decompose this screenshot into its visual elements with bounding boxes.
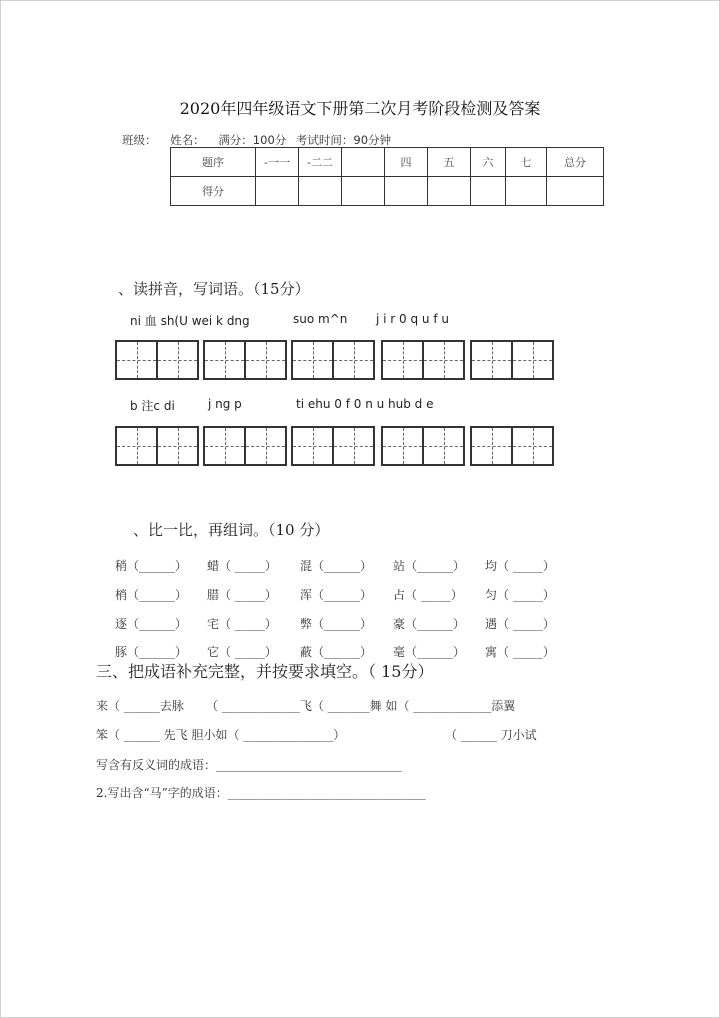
score-table-score-row <box>171 177 604 206</box>
word-blank[interactable]: 混（______） <box>300 559 373 573</box>
word-blank[interactable]: 梢（______） <box>115 588 188 602</box>
table-cell <box>342 148 385 177</box>
writing-grid[interactable] <box>291 426 375 466</box>
pinyin-item: j i r 0 q u f u <box>376 312 449 326</box>
table-cell: 六 <box>471 148 506 177</box>
word-blank[interactable]: 寓（ _____） <box>485 645 555 659</box>
word-blank[interactable]: 匀（ _____） <box>485 588 555 602</box>
writing-grid[interactable] <box>470 340 554 380</box>
question-horse[interactable]: 2.写出含“马”字的成语：_________________________________ <box>96 786 426 800</box>
score-input-cell[interactable] <box>342 177 385 206</box>
pinyin-item: suo m^n <box>293 312 348 326</box>
word-blank[interactable]: 弊（______） <box>300 617 373 631</box>
section3-heading: 三、把成语补充完整，并按要求填空。（ 15分） <box>96 659 433 682</box>
score-input-cell[interactable] <box>471 177 506 206</box>
table-cell: -一一 <box>256 148 299 177</box>
word-blank[interactable]: 均（ _____） <box>485 559 555 573</box>
word-blank[interactable]: 逐（______） <box>115 617 188 631</box>
table-cell: 总分 <box>547 148 604 177</box>
table-cell: 得分 <box>171 177 256 206</box>
writing-grid[interactable] <box>115 340 199 380</box>
score-input-cell[interactable] <box>506 177 547 206</box>
score-input-cell[interactable] <box>547 177 604 206</box>
pinyin-item: j ng p <box>208 397 242 411</box>
word-blank[interactable]: 豪（______） <box>393 617 466 631</box>
word-blank[interactable]: 遇（ _____） <box>485 617 555 631</box>
writing-grid[interactable] <box>381 340 465 380</box>
word-blank[interactable]: 占（ _____） <box>393 588 463 602</box>
question-antonym[interactable]: 写含有反义词的成语：_______________________________ <box>96 758 403 772</box>
table-cell: 四 <box>385 148 428 177</box>
section1-heading: 、读拼音，写词语。（15分） <box>118 280 310 298</box>
exam-time-label: 考试时间：90分钟 <box>295 133 392 147</box>
score-table <box>170 147 604 206</box>
exam-info <box>122 132 401 148</box>
pinyin-item: ni 血 sh(U wei k dng <box>130 314 250 328</box>
writing-grid[interactable] <box>381 426 465 466</box>
idiom-fill[interactable]: （ _____________飞（ _______舞 如（ _____________添翼 <box>206 699 516 713</box>
table-cell: 七 <box>506 148 547 177</box>
word-blank[interactable]: 豚（______） <box>115 645 188 659</box>
table-cell: 题序 <box>171 148 256 177</box>
full-score-label: 满分：100分 <box>218 133 287 147</box>
score-input-cell[interactable] <box>256 177 299 206</box>
writing-grid[interactable] <box>115 426 199 466</box>
section2-heading: 、比一比，再组词。（10 分） <box>133 521 330 539</box>
pinyin-item: ti ehu 0 f 0 n u hub d e <box>296 397 434 411</box>
writing-grid[interactable] <box>203 340 287 380</box>
word-blank[interactable]: 它（ _____） <box>207 645 277 659</box>
score-table-header-row <box>171 148 604 177</box>
score-input-cell[interactable] <box>428 177 471 206</box>
writing-grid[interactable] <box>203 426 287 466</box>
word-blank[interactable]: 蜡（ _____） <box>207 559 277 573</box>
idiom-fill[interactable]: （ ______ 刀小试 <box>445 728 537 742</box>
pinyin-item: b 注c di <box>130 399 175 413</box>
writing-grid[interactable] <box>470 426 554 466</box>
writing-grid[interactable] <box>291 340 375 380</box>
score-input-cell[interactable] <box>299 177 342 206</box>
word-blank[interactable]: 浑（______） <box>300 588 373 602</box>
table-cell: 五 <box>428 148 471 177</box>
word-blank[interactable]: 毫（______） <box>393 645 466 659</box>
word-blank[interactable]: 蔽（______） <box>300 645 373 659</box>
class-label: 班级： <box>122 133 157 147</box>
idiom-fill[interactable]: 来（ ______去脉 <box>96 699 184 713</box>
word-blank[interactable]: 宅（ _____） <box>207 617 277 631</box>
page-title: 2020年四年级语文下册第二次月考阶段检测及答案 <box>179 99 541 118</box>
word-blank[interactable]: 站（______） <box>393 559 466 573</box>
score-input-cell[interactable] <box>385 177 428 206</box>
name-label: 姓名： <box>170 133 205 147</box>
word-blank[interactable]: 稍（______） <box>115 559 188 573</box>
table-cell: -二二 <box>299 148 342 177</box>
idiom-fill[interactable]: 笨（ ______ 先飞 胆小如（ _______________） <box>96 728 346 742</box>
word-blank[interactable]: 腊（ _____） <box>207 588 277 602</box>
